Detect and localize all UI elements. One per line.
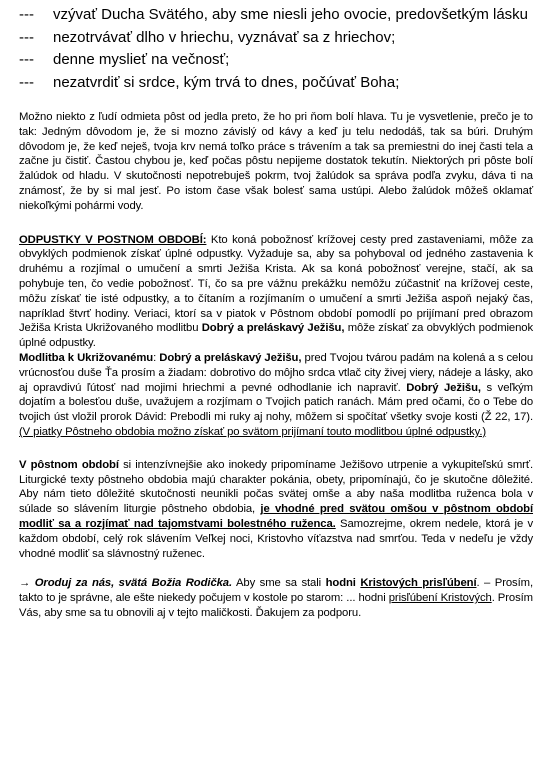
closing-text-3: . Prosím Vás, aby sme sa tu obnovili aj v tejto maličkosti. Ďakujem za podporu. [19, 592, 533, 619]
list-item [19, 27, 533, 50]
list-item-text: denne myslieť na večnosť; [53, 51, 230, 68]
indulgences-paragraph [19, 233, 533, 351]
invocation: Oroduj za nás, svätá Božia Rodička. [30, 577, 233, 590]
indulgences-text-end: môže získať za obvyklých podmienok úplné odpustky. [19, 322, 534, 350]
dash-marker: --- [19, 51, 34, 68]
lent-text-1: si intenzívnejšie ako inokedy pripomíname Ježišovo utrpenie a vykupiteľskú smrť. Liturgické texty pôstneho obdobia majú charakter pokánia, obety, pripomínajú, čo je skutočne dôležité. Aby nám tieto dôležité skutočnosti neunikli počas svätej omše a aby naša modlitba ruženca bola v súlade so slávením liturgie pôstneho obdobia, [19, 458, 534, 516]
lent-emphasis: je vhodné pred svätou omšou v pôstnom období modliť sa a rozjímať nad tajomstvami bolestného ruženca. [19, 503, 534, 530]
prayer-second-address: Dobrý Ježišu, [406, 381, 481, 394]
indulgences-text: Kto koná pobožnosť krížovej cesty pred zastaveniami, môže za obvyklých podmienok získať úplné odpustky. Vyžaduje sa, aby sa pohyboval od jedného zastavenia k druhému a rozjímal o umučení a smrti Ježiša Krista. Ak sa koná pobožnosť verejne, stačí, ak sa pohybuje ten, čo vedie pobožnosť. Tí, čo sa pre vážnu prekážku nemôžu zúčastniť na krížovej ceste, môžu získať tie isté odpustky, a to čítaním a rozjímaním o umučení a smrti Ježiša aspoň nejaký čas, napríklad štvrť hodiny. Veriaci, ktorí sa v piatok v Pôstnom období pomodlí po prijímaní pred obrazom Ježiša Krista Ukrižovaného modlitbu [19, 233, 534, 335]
closing-dot: . [476, 577, 480, 590]
list-item [19, 4, 533, 27]
list-item-text: nezatvrdiť si srdce, kým trvá to dnes, počúvať Boha; [53, 73, 400, 91]
list-item-text: vzývať Ducha Svätého, aby sme niesli jeho ovocie, predovšetkým lásku [53, 6, 529, 23]
dash-marker: --- [19, 6, 34, 23]
prayer-title: Modlitba k Ukrižovanému [19, 351, 154, 364]
indulgence-note: (V piatky Pôstneho obdobia možno získať po svätom prijímaní touto modlitbou úplné odpustky.) [19, 425, 487, 438]
list-item [19, 49, 533, 72]
closing-text-2: – Prosím, takto to je správne, ale ešte niekedy počujem v kostole po starom: ... hodni [19, 577, 533, 605]
list-item-text: nezotrvávať dlho v hriechu, vyznávať sa z hriechov; [53, 28, 396, 46]
closing-bold-1: hodni [325, 577, 356, 590]
indulgences-heading: ODPUSTKY V POSTNOM OBDOBÍ: [19, 233, 207, 246]
closing-underlined: prisľúbení Kristových [388, 592, 492, 605]
lent-rosary-paragraph [19, 458, 533, 562]
closing-paragraph [19, 576, 533, 620]
document-page [19, 4, 533, 621]
prayer-colon: : [153, 351, 160, 364]
bullet-list [19, 4, 533, 94]
prayer-reference: Dobrý a preláskavý Ježišu, [201, 322, 345, 335]
closing-text-1: Aby sme sa stali [232, 577, 326, 590]
dash-marker: --- [19, 28, 34, 46]
prayer-text-2: s veľkým dojatím a bolesťou duše, uvažujem a rozjímam o Tvojich patich ranách. Mám pred očami, čo o Tebe do tvojich úst vložil prorok Dávid: Prebodli mi ruky aj nohy, môžem si spočítať všetky svoje kosti (Ž 22, 17). [19, 381, 533, 424]
dash-marker: --- [19, 73, 34, 91]
fasting-headache-paragraph: Možno niekto z ľudí odmieta pôst od jedla preto, že ho pri ňom bolí hlava. Tu je vysvetlenie, prečo je to tak: Jedným dôvodom je, že si mozno závislý od kávy a keď ju telu nedodáš, tak sa búri. Druhým dôvodom je, že keď neješ, tvoja krv nemá toľko práce s trávením a tak sa premiestni do inej časti tela a začne ju čistiť. Častou chybou je, keď počas pôstu nepijeme dostatok tekutín. Niektorých pri pôste bolí žalúdok od hladu. V skutočnosti nepotrebuješ pokrm, tvoj žalúdok sa správa podľa zvyku, dáva ti na známosť, že by si mal jesť. Po istom čase však bolesť sama ustúpi. Alebo žalúdok môžeš oklamať niekoľkými pohármi vody. [19, 111, 533, 212]
list-item [19, 72, 533, 95]
lent-text-2: Samozrejme, okrem nedele, ktorá je v každom období, celý rok slávením Veľkej noci, Kristovho víťazstva nad smrťou. Teda v nedeľu je vždy vhodné modliť sa slávnostný ruženec. [19, 517, 534, 560]
closing-bold-2: Kristových prisľúbení [360, 577, 477, 590]
arrow-icon: → [19, 577, 31, 590]
prayer-opening: Dobrý a preláskavý Ježišu, [159, 351, 302, 364]
lent-lead: V pôstnom období [19, 458, 119, 471]
prayer-paragraph [19, 351, 533, 440]
prayer-text-1: pred Tvojou tvárou padám na kolená a s celou vrúcnosťou duše Ťa prosím a žiadam: dobrotivo do môjho srdca vtlač city živej viery, nádeje a lásky, ako aj opravdivú ľútosť nad mojimi hriechmi a pevné odhodlanie ich napraviť. [19, 351, 534, 394]
